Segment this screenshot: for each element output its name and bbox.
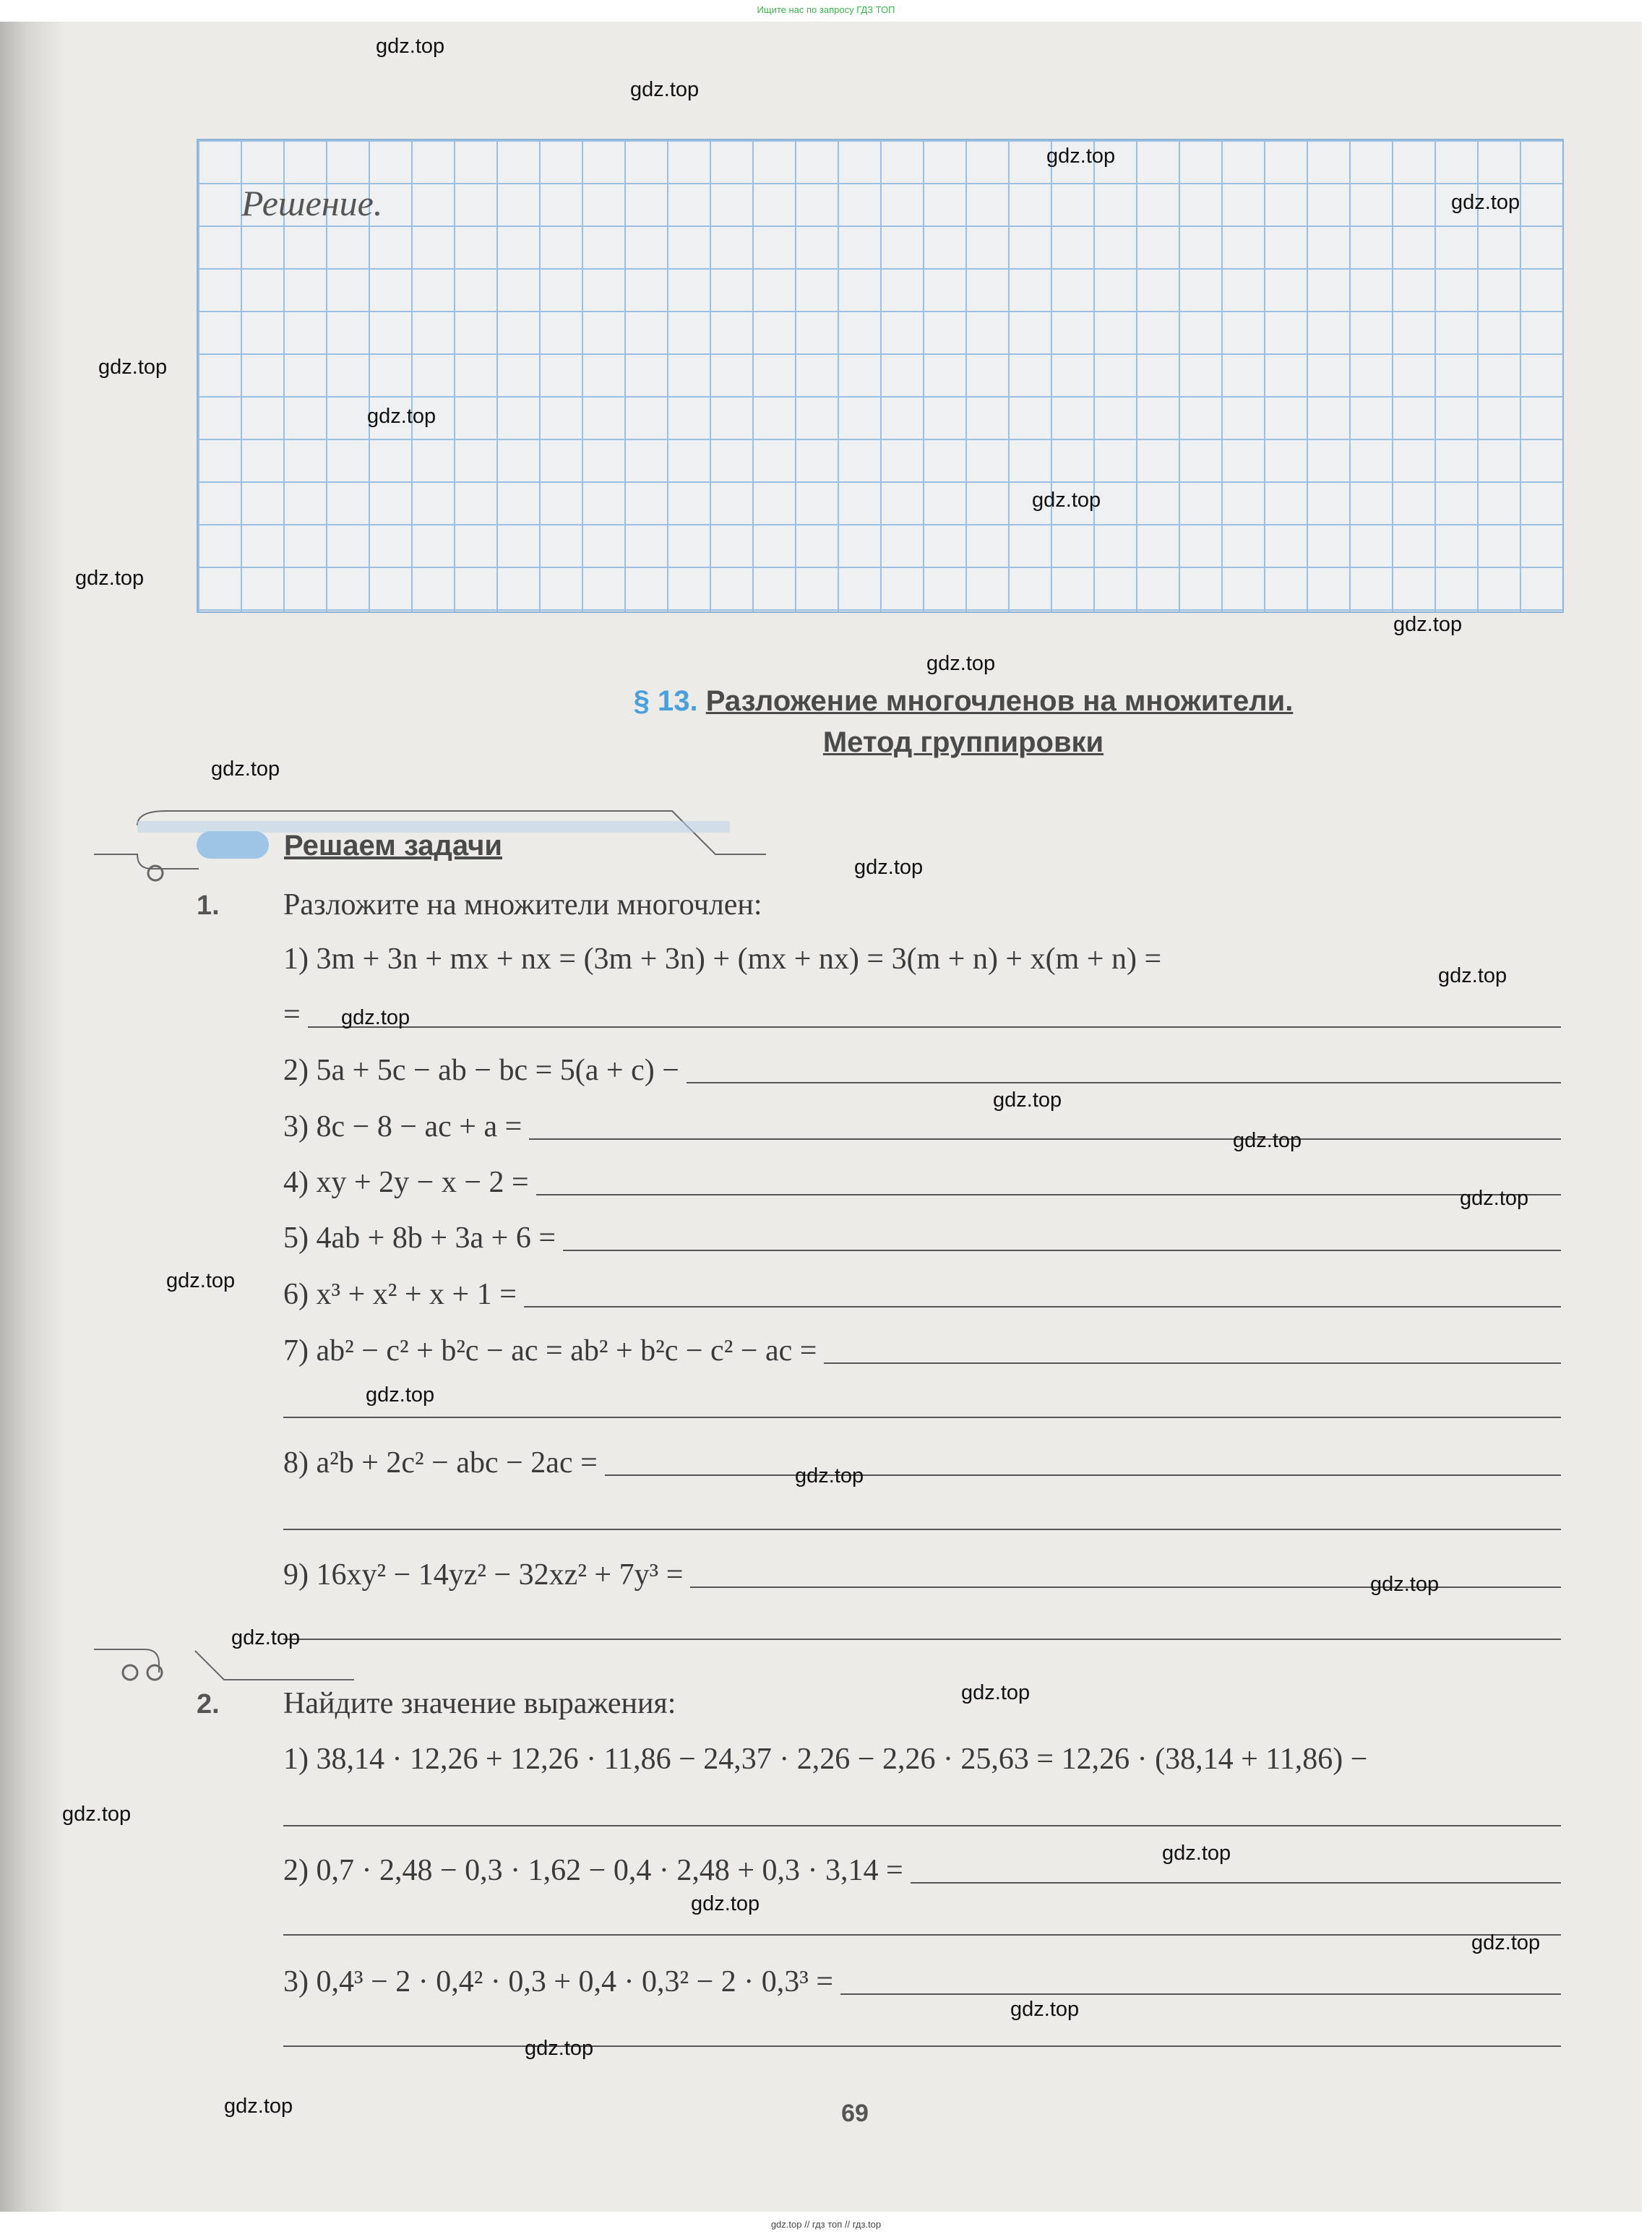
book-spine-shadow	[0, 22, 65, 2212]
watermark: gdz.top	[224, 2095, 293, 2118]
task2-item-3[interactable]: 3) 0,4³ − 2 · 0,4² · 0,3 + 0,4 · 0,3² − 2 · 0,3³ =	[283, 1965, 1561, 1999]
watermark: gdz.top	[854, 856, 924, 879]
answer-line[interactable]	[563, 1250, 1561, 1251]
watermark: gdz.top	[376, 35, 445, 58]
watermark: gdz.top	[62, 1803, 132, 1826]
task1-item-7[interactable]: 7) ab² − c² + b²c − ac = ab² + b²c − c² − ac =	[283, 1334, 1561, 1368]
watermark: gdz.top	[75, 567, 145, 590]
watermark: gdz.top	[1438, 964, 1507, 987]
watermark: gdz.top	[211, 757, 280, 781]
answer-line[interactable]	[536, 1194, 1561, 1195]
section-title-line1	[137, 685, 1652, 718]
watermark: gdz.top	[231, 1626, 301, 1649]
watermark: gdz.top	[1010, 1998, 1080, 2021]
watermark: gdz.top	[1233, 1129, 1302, 1152]
answer-line[interactable]	[283, 1417, 1561, 1418]
section-title: Разложение многочленов на множители.	[705, 685, 1294, 717]
answer-line[interactable]	[308, 1026, 1561, 1028]
watermark: gdz.top	[1032, 489, 1101, 512]
task2-item-2[interactable]: 2) 0,7 · 2,48 − 0,3 · 1,62 − 0,4 · 2,48 + 0,3 · 3,14 =	[283, 1853, 1561, 1888]
task2-number: 2.	[197, 1689, 220, 1719]
answer-line[interactable]	[524, 1306, 1561, 1308]
section-subtitle: Метод группировки	[822, 726, 1104, 758]
watermark: gdz.top	[630, 78, 700, 101]
task1-item-1-cont[interactable]: =	[283, 997, 1561, 1032]
watermark: gdz.top	[1046, 145, 1116, 168]
watermark: gdz.top	[1370, 1573, 1440, 1596]
section-number: § 13.	[633, 685, 698, 717]
task1-item-8[interactable]: 8) a²b + 2c² − abc − 2ac =	[283, 1446, 1561, 1480]
answer-grid	[197, 139, 1564, 613]
answer-line[interactable]	[687, 1082, 1561, 1083]
watermark: gdz.top	[98, 356, 168, 379]
watermark: gdz.top	[1471, 1931, 1541, 1954]
watermark: gdz.top	[166, 1269, 236, 1292]
answer-line[interactable]	[911, 1882, 1561, 1884]
watermark: gdz.top	[1162, 1842, 1231, 1865]
section-title-line2	[137, 726, 1652, 759]
watermark: gdz.top	[525, 2037, 594, 2060]
answer-line[interactable]	[283, 2045, 1561, 2047]
watermark: gdz.top	[795, 1464, 864, 1487]
task2-decoration	[94, 1641, 354, 1691]
answer-line[interactable]	[283, 1825, 1561, 1826]
watermark: gdz.top	[1451, 191, 1520, 214]
watermark: gdz.top	[341, 1006, 410, 1029]
solution-label: Решение.	[241, 183, 383, 223]
task1-item-5[interactable]: 5) 4ab + 8b + 3a + 6 =	[283, 1221, 1561, 1255]
top-banner[interactable]: Ищите нас по запросу ГДЗ ТОП	[757, 4, 895, 15]
subsection-pill	[197, 831, 269, 859]
page-number: 69	[841, 2100, 869, 2127]
task1-item-9[interactable]: 9) 16xy² − 14yz² − 32xz² + 7y³ =	[283, 1558, 1561, 1592]
task1-prompt: Разложите на множители многочлен:	[283, 888, 762, 922]
task1-item-6[interactable]: 6) x³ + x² + x + 1 =	[283, 1277, 1561, 1312]
watermark: gdz.top	[926, 652, 996, 675]
answer-line[interactable]	[529, 1138, 1561, 1140]
watermark: gdz.top	[366, 1383, 435, 1407]
answer-line[interactable]	[840, 1993, 1561, 1995]
task1-item-1: 1) 3m + 3n + mx + nx = (3m + 3n) + (mx + nx) = 3(m + n) + x(m + n) =	[283, 943, 1162, 976]
task1-item-3[interactable]: 3) 8c − 8 − ac + a =	[283, 1109, 1561, 1144]
watermark: gdz.top	[993, 1089, 1062, 1112]
task2-prompt: Найдите значение выражения:	[283, 1687, 676, 1720]
answer-line[interactable]	[283, 1529, 1561, 1530]
watermark: gdz.top	[961, 1681, 1031, 1704]
watermark: gdz.top	[1393, 613, 1463, 636]
task1-item-2[interactable]: 2) 5a + 5c − ab − bc = 5(a + c) −	[283, 1053, 1561, 1088]
answer-line[interactable]	[283, 1934, 1561, 1936]
subsection-title: Решаем задачи	[284, 830, 502, 862]
task1-number: 1.	[197, 890, 220, 921]
watermark: gdz.top	[1460, 1187, 1529, 1210]
answer-line[interactable]	[283, 1639, 1561, 1640]
watermark: gdz.top	[691, 1892, 760, 1915]
bottom-banner[interactable]: gdz.top // гдз топ // гдз.top	[770, 2219, 882, 2230]
watermark: gdz.top	[367, 405, 436, 428]
task1-item-4[interactable]: 4) xy + 2y − x − 2 =	[283, 1165, 1561, 1200]
answer-line[interactable]	[824, 1362, 1561, 1364]
answer-line[interactable]	[605, 1474, 1561, 1476]
task2-item-1: 1) 38,14 · 12,26 + 12,26 · 11,86 − 24,37 · 2,26 − 2,26 · 25,63 = 12,26 · (38,14 + 11,86) −	[283, 1743, 1368, 1776]
